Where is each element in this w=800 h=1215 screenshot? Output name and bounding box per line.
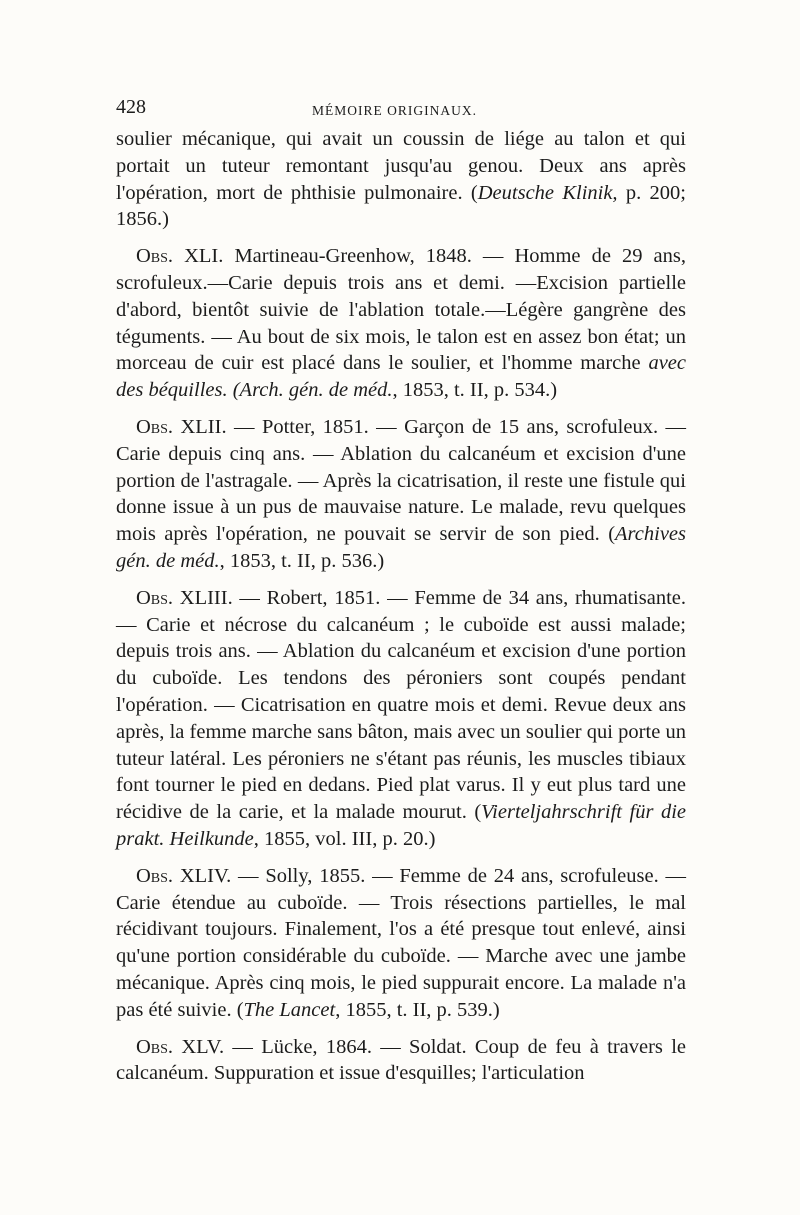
citation-italic: Vierteljahrschrift für die prakt. Heilkunde bbox=[116, 801, 686, 850]
observation-xliii bbox=[116, 585, 686, 853]
paragraph-text: Martineau-Greenhow, 1848. — Homme de 29 ans, scrofuleux.—Carie depuis trois ans et demi. —Excision partielle d'abord, bientôt suivie de l'ablation totale.—Légère gangrène des téguments. — Au bout de six mois, le talon est en assez bon état; un morceau de cuir est placé dans le soulier, et l'homme marche bbox=[116, 245, 686, 375]
observation-xlv bbox=[116, 1034, 686, 1088]
citation-italic: avec des béquilles. (Arch. gén. de méd. bbox=[116, 352, 686, 402]
citation-italic: The Lancet bbox=[243, 998, 336, 1021]
paragraph-text: p. 200; 1856.) bbox=[116, 181, 686, 231]
observation-xlii bbox=[116, 414, 686, 575]
paragraph-text: — Solly, 1855. — Femme de 24 ans, scrofuleuse. — Carie étendue au cuboïde. — Trois résections partielles, le mal récidivant toujours. Finalement, l'os a été presque tout enlevé, ainsi qu'une portion considérable du cuboïde. — Marche avec une jambe mécanique. Après cinq mois, le pied suppurait encore. La malade n'a pas été suivie. ( bbox=[116, 864, 687, 1021]
paragraph-continuation bbox=[116, 126, 686, 233]
paragraph-text: — Lücke, 1864. — Soldat. Coup de feu à travers le calcanéum. Suppuration et issue d'esquilles; l'articulation bbox=[116, 1035, 686, 1085]
citation-italic: Deutsche Klinik, bbox=[477, 181, 618, 204]
observation-label: Obs. XLII. bbox=[136, 415, 227, 438]
page-header bbox=[116, 92, 686, 126]
observation-label: Obs. XLV. bbox=[136, 1035, 225, 1058]
page-number: 428 bbox=[116, 96, 146, 118]
paragraph-text: soulier mécanique, qui avait un coussin de liége au talon et qui portait un tuteur remontant jusqu'au genou. Deux ans après l'opération, mort de phthisie pulmonaire. ( bbox=[116, 128, 686, 204]
paragraph-text: , 1855, t. II, p. 539.) bbox=[335, 998, 500, 1021]
observation-xli bbox=[116, 243, 686, 404]
paragraph-text: — Robert, 1851. — Femme de 34 ans, rhumatisante. — Carie et nécrose du calcanéum ; le cuboïde est aussi malade; depuis trois ans. — Ablation du calcanéum et excision d'une portion du cuboïde. Les tendons des péroniers sont coupés pendant l'opération. — Cicatrisation en quatre mois et demi. Revue deux ans après, la femme marche sans bâton, mais avec un soulier qui porte un tuteur latéral. Les péroniers ne s'étant pas réunis, les muscles tibiaux font tourner le pied en dedans. Pied plat varus. Il y eut plus tard une récidive de la carie, et la malade mourut. ( bbox=[116, 586, 686, 824]
paragraph-text: , 1853, t. II, p. 534.) bbox=[392, 379, 558, 402]
paragraph-text: , 1853, t. II, p. 536.) bbox=[219, 549, 385, 572]
observation-label: Obs. XLI. bbox=[136, 245, 224, 268]
page-text bbox=[116, 92, 686, 1087]
observation-label: Obs. XLIII. bbox=[136, 586, 233, 609]
running-title: MÉMOIRE ORIGINAUX. bbox=[312, 103, 477, 118]
citation-italic: Archives gén. de méd. bbox=[116, 523, 686, 572]
paragraph-text: — Potter, 1851. — Garçon de 15 ans, scrofuleux. — Carie depuis cinq ans. — Ablation du calcanéum et excision d'une portion de l'astragale. — Après la cicatrisation, il reste une fistule qui donne issue à un pus de mauvaise nature. Le malade, revu quelques mois après l'opération, ne pouvait se servir de son pied. ( bbox=[116, 415, 686, 546]
paragraph-text: , 1855, vol. III, p. 20.) bbox=[253, 827, 436, 850]
observation-label: Obs. XLIV. bbox=[136, 864, 232, 887]
observation-xliv bbox=[116, 863, 686, 1024]
